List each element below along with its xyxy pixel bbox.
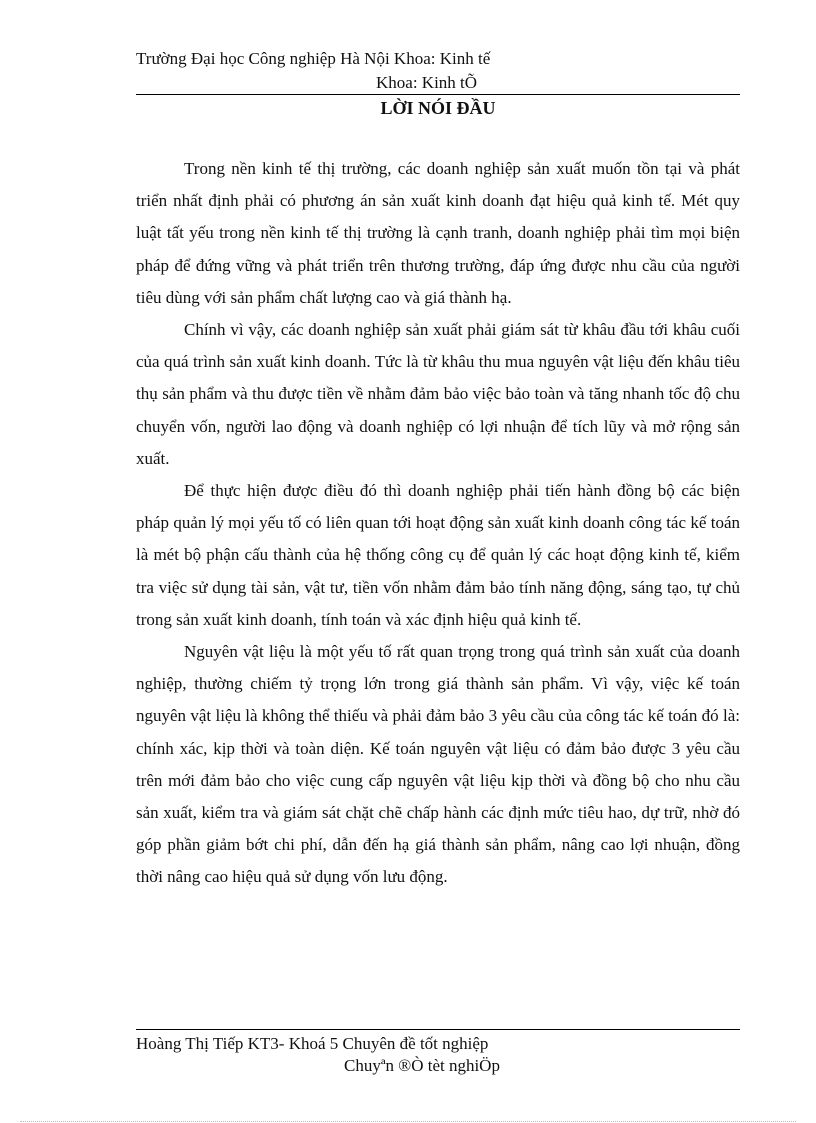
paragraph-2: Chính vì vậy, các doanh nghiệp sản xuất phải giám sát từ khâu đầu tới khâu cuối của quá trình sản xuất kinh doanh. Tức là từ khâu thu mua nguyên vật liệu đến khâu tiêu thụ sản phẩm và thu được tiền về nhằm đảm bảo việc bảo toàn và tăng nhanh tốc độ chu chuyển vốn, người lao động và doanh nghiệp có lợi nhuận để tích lũy và mở rộng sản xuất. xyxy=(136,320,740,468)
page-bottom-dotted-line xyxy=(20,1121,796,1122)
header-rule xyxy=(136,94,740,95)
footer-rule xyxy=(136,1029,740,1030)
footer-subtitle-line: Chuyªn ®Ò tèt nghiÖp xyxy=(344,1056,500,1075)
paragraph-4: Nguyên vật liệu là một yếu tố rất quan trọng trong quá trình sản xuất của doanh nghiệp, thường chiếm tỷ trọng lớn trong giá thành sản phẩm. Vì vậy, việc kế toán nguyên vật liệu là không thể thiếu và phải đảm bảo 3 yêu cầu của công tác kế toán đó là: chính xác, kịp thời và toàn diện. Kế toán nguyên vật liệu có đảm bảo được 3 yêu cầu trên mới đảm bảo cho việc cung cấp nguyên vật liệu kịp thời và đồng bộ cho nhu cầu sản xuất, kiểm tra và giám sát chặt chẽ chấp hành các định mức tiêu hao, dự trữ, nhờ đó góp phần giảm bớt chi phí, dẫn đến hạ giá thành sản phẩm, nâng cao lợi nhuận, đồng thời nâng cao hiệu quả sử dụng vốn lưu động. xyxy=(136,642,740,887)
paragraph-3: Để thực hiện được điều đó thì doanh nghiệp phải tiến hành đồng bộ các biện pháp quản lý mọi yếu tố có liên quan tới hoạt động sản xuất kinh doanh công tác kế toán là mét bộ phận cấu thành của hệ thống công cụ để quản lý các hoạt động kinh tế, kiểm tra việc sử dụng tài sản, vật tư, tiền vốn nhằm đảm bảo tính năng động, sáng tạo, tự chủ trong sản xuất kinh doanh, tính toán và xác định hiệu quả kinh tế. xyxy=(136,481,740,629)
header-faculty-line: Khoa: Kinh tÕ xyxy=(376,73,478,92)
header-school-line: Trường Đại học Công nghiệp Hà Nội Khoa: Kinh tế xyxy=(136,49,491,68)
paragraph-1: Trong nền kinh tế thị trường, các doanh nghiệp sản xuất muốn tồn tại và phát triển nhất định phải có phương án sản xuất kinh doanh đạt hiệu quả kinh tế. Mét quy luật tất yếu trong nền kinh tế thị trường là cạnh tranh, doanh nghiệp phải tìm mọi biện pháp để đứng vững và phát triển trên thương trường, đáp ứng được nhu cầu của người tiêu dùng với sản phẩm chất lượng cao và giá thành hạ. xyxy=(136,159,740,307)
footer-author-line: Hoàng Thị Tiếp KT3- Khoá 5 Chuyên đề tốt nghiệp xyxy=(136,1034,489,1053)
page-title: LỜI NÓI ĐẦU xyxy=(380,98,496,118)
document-body xyxy=(136,153,740,894)
